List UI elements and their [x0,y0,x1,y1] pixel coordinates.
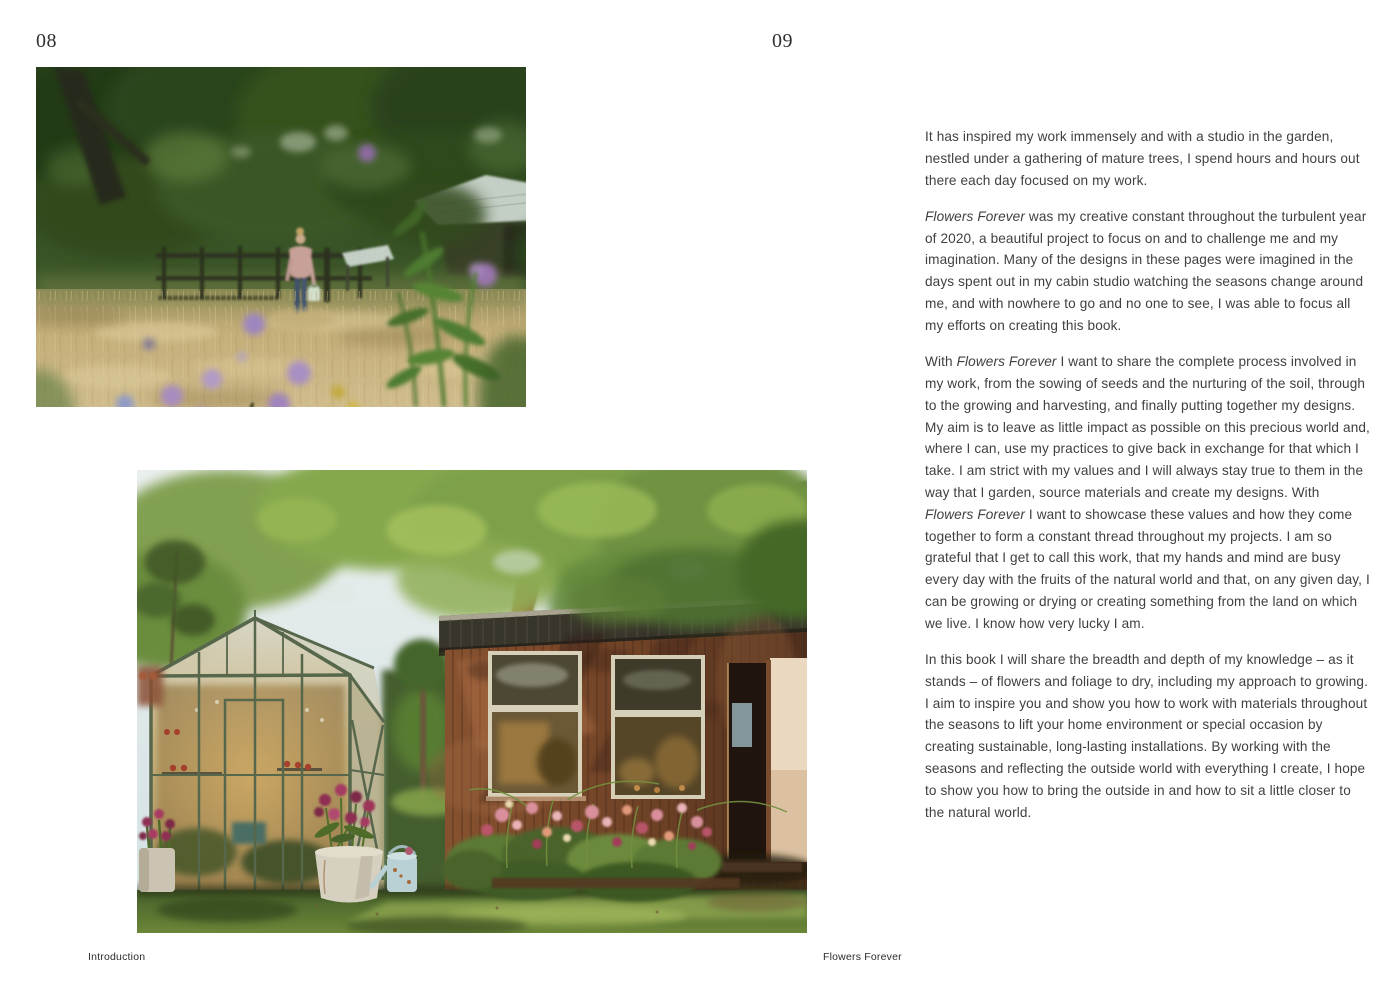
cabin-doorway [728,658,807,862]
body-text-column [925,126,1371,838]
cabin-window-left [486,653,586,801]
grass-texture [36,291,526,407]
page-number-right: 09 [772,30,793,52]
lawn [137,885,807,933]
paragraph: In this book I will share the breadth and depth of my knowledge – as it stands – of flowers and foliage to dry, including my approach to growing. I aim to inspire you and show you how to work with materials throughout the seasons to lift your home environment or special occasion by creating sustainable, long-lasting installations. By working with the seasons and reflecting the outside world with everything I create, I hope to show you how to bring the outside in and how to sit a little closer to the natural world. [925,652,1368,820]
paragraph: Flowers Forever was my creative constant throughout the turbulent year of 2020, a beautiful project to focus on and to challenge me and my imagination. Many of the designs in these pages were imagined in the days spent out in my cabin studio watching the seasons change around me, and with nowhere to go and no one to see, I was able to focus all my efforts on creating this book. [925,208,1367,333]
paragraph: It has inspired my work immensely and with a studio in the garden, nestled under a gathering of mature trees, I spend hours and hours out there each day focused on my work. [925,129,1360,188]
edge-shelf-pots [137,666,163,706]
page-number-left: 08 [36,30,57,52]
cabin-window-right [613,657,703,797]
footer-book-title: Flowers Forever [823,951,902,963]
studio-photo [137,470,807,933]
paragraph: With Flowers Forever I want to share the complete process involved in my work, from the sowing of seeds and the nurturing of the soil, through to the growing and harvesting, and finally putting together my designs. My aim is to leave as little impact as possible on this precious world and, where I can, use my practices to give back in exchange for that which I take. I am strict with my values and I will always stay true to them in the way that I garden, source materials and create my designs. With Flowers Forever I want to showcase these values and how they come together to form a constant thread throughout my projects. I am so grateful that I get to call this work, that my hands and mind are busy every day with the fruits of the natural world and that, on any given day, I can be growing or drying or creating something from the land on which we live. I know how very lucky I am. [925,354,1370,631]
footer-chapter: Introduction [88,951,146,963]
meadow-photo [36,67,526,407]
